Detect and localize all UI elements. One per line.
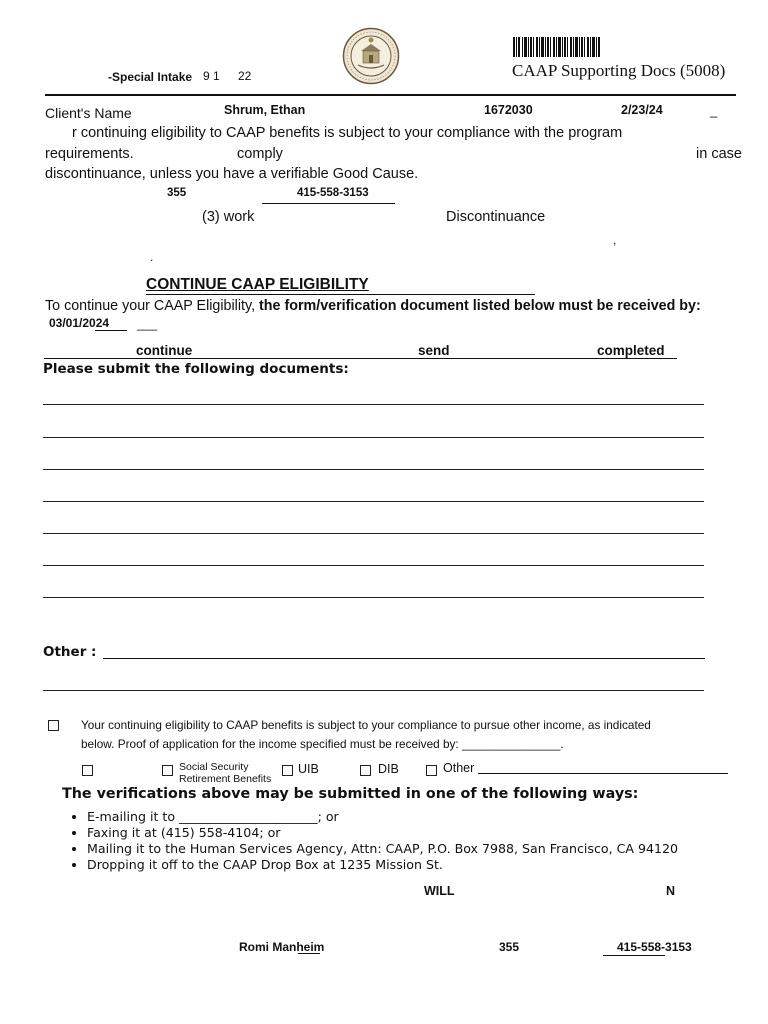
client-name-label: Client's Name (45, 105, 132, 121)
intake-label: -Special Intake (108, 70, 193, 84)
continue-intro (45, 298, 701, 314)
other-line-2[interactable] (43, 690, 704, 691)
dib-checkbox[interactable] (360, 765, 371, 776)
client-id: 1672030 (484, 103, 533, 117)
worker-phone-underline (262, 203, 395, 204)
continue-intro-plain: To continue your CAAP Eligibility, (45, 298, 260, 314)
ssa-label-2: Retirement Benefits (179, 773, 272, 785)
client-dash: _ (710, 103, 718, 118)
other-line-1[interactable] (103, 658, 705, 659)
work-text: (3) work (202, 209, 255, 225)
income-checkbox[interactable] (48, 720, 59, 731)
ways-heading: The verifications above may be submitted in one of the following ways: (62, 786, 639, 802)
dib-label: DIB (378, 762, 399, 776)
stray-comma: , (613, 233, 617, 247)
intake-date-a: 9 1 (203, 69, 220, 83)
n-text: N (666, 884, 676, 898)
way-email: • E-mailing it to ______________________; or (87, 809, 678, 825)
footer-phone-underline (603, 955, 665, 956)
footer-name-underline (298, 953, 320, 954)
other-income-line[interactable] (478, 773, 728, 774)
other-income-label: Other (443, 761, 475, 775)
notice-line-2a: requirements. (45, 146, 134, 162)
way-dropbox: • Dropping it off to the CAAP Drop Box at 1235 Mission St. (87, 857, 678, 873)
barcode (513, 37, 601, 57)
col-continue: continue (136, 343, 193, 358)
stray-dot: . (150, 250, 154, 264)
way-fax: • Faxing it at (415) 558-4104; or (87, 825, 678, 841)
city-seal-logo (342, 27, 400, 85)
intake-date-b: 22 (238, 69, 252, 83)
income-text-1: Your continuing eligibility to CAAP benefits is subject to your compliance to pursue other income, as indicated (81, 718, 651, 732)
continue-heading: CONTINUE CAAP ELIGIBILITY (146, 276, 369, 293)
due-date-underline (95, 330, 127, 331)
will-text: WILL (424, 884, 455, 898)
ssa-label-1: Social Security (179, 761, 249, 773)
col-completed: completed (597, 343, 665, 358)
income-option-blank-checkbox[interactable] (82, 765, 93, 776)
due-date-blank: ___ (137, 317, 158, 331)
footer-worker-phone: 415-558-3153 (617, 940, 692, 954)
col-send: send (418, 343, 450, 358)
uib-label: UIB (298, 762, 319, 776)
footer-worker-name: Romi Manheim (239, 940, 325, 954)
other-income-checkbox[interactable] (426, 765, 437, 776)
discontinuance-text: Discontinuance (446, 209, 546, 225)
ways-list (44, 809, 678, 873)
other-label: Other : (43, 644, 97, 660)
columns-rule (44, 358, 677, 359)
uib-checkbox[interactable] (282, 765, 293, 776)
notice-line-1: r continuing eligibility to CAAP benefits is subject to your compliance with the program (72, 125, 623, 141)
notice-line-2c: in case (696, 146, 742, 162)
way-mail: • Mailing it to the Human Services Agency, Attn: CAAP, P.O. Box 7988, San Francisco, CA 94120 (87, 841, 678, 857)
notice-line-3: discontinuance, unless you have a verifiable Good Cause. (45, 166, 419, 182)
notice-line-2b: comply (237, 146, 283, 162)
document-line-7[interactable] (43, 597, 704, 598)
continue-heading-rule (146, 294, 535, 295)
footer-worker-number: 355 (499, 940, 520, 954)
document-line-5[interactable] (43, 533, 704, 534)
submit-heading: Please submit the following documents: (43, 361, 349, 377)
document-line-1[interactable] (43, 404, 704, 405)
document-line-3[interactable] (43, 469, 704, 470)
income-text-2: below. Proof of application for the income specified must be received by: _______________. (81, 737, 564, 751)
client-name: Shrum, Ethan (224, 103, 306, 117)
document-line-2[interactable] (43, 437, 704, 438)
client-date: 2/23/24 (621, 103, 663, 117)
header-divider (45, 94, 736, 96)
due-date: 03/01/2024 (49, 316, 110, 330)
document-line-4[interactable] (43, 501, 704, 502)
worker-number: 355 (167, 187, 187, 199)
ssa-checkbox[interactable] (162, 765, 173, 776)
worker-phone: 415-558-3153 (297, 187, 369, 199)
document-line-6[interactable] (43, 565, 704, 566)
document-title: CAAP Supporting Docs (5008) (512, 61, 726, 80)
continue-intro-bold: the form/verification document listed below must be received by: (259, 298, 701, 314)
